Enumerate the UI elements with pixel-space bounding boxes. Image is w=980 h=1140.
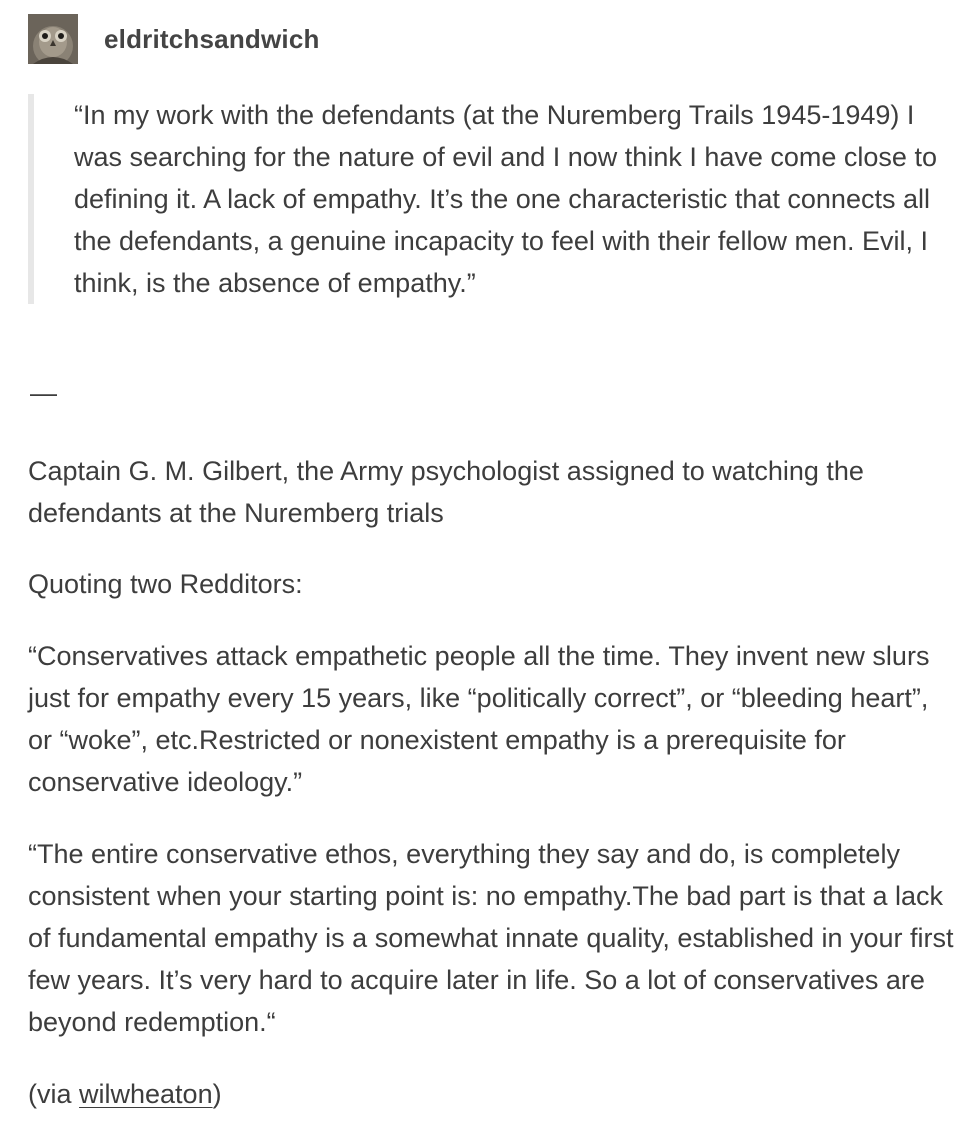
owl-avatar-icon[interactable] <box>28 14 78 64</box>
blockquote-text: “In my work with the defendants (at the Nuremberg Trails 1945-1949) I was searching for the nature of evil and I now think I have come close to defining it. A lack of empathy. It’s the one characteristic that connects all the defendants, a genuine incapacity to feel with their fellow men. Evil, I think, is the absence of empathy.” <box>74 100 937 298</box>
username-link[interactable]: eldritchsandwich <box>104 23 320 54</box>
redditor-quote-2: “The entire conservative ethos, everything they say and do, is completely consistent when your starting point is: no empathy.The bad part is that a lack of fundamental empathy is a somewhat innate quality, established in your first few years. It’s very hard to acquire later in life. So a lot of conservatives are beyond redemption.“ <box>28 839 954 1037</box>
quoting-intro-text: Quoting two Redditors: <box>28 569 303 599</box>
post-header <box>28 14 320 64</box>
separator-dash: — <box>30 378 57 408</box>
attribution-text: Captain G. M. Gilbert, the Army psychologist assigned to watching the defendants at the Nuremberg trials <box>28 456 864 528</box>
via-attribution <box>28 1073 958 1115</box>
via-prefix: (via <box>28 1079 80 1109</box>
via-source-link[interactable]: wilwheaton <box>79 1079 213 1109</box>
blockquote <box>28 94 948 304</box>
redditor-quote-1: “Conservatives attack empathetic people all the time. They invent new slurs just for empathy every 15 years, like “politically correct”, or “bleeding heart”, or “woke”, etc.Restricted or nonexistent empathy is a prerequisite for conservative ideology.” <box>28 641 930 797</box>
via-suffix: ) <box>212 1079 222 1109</box>
